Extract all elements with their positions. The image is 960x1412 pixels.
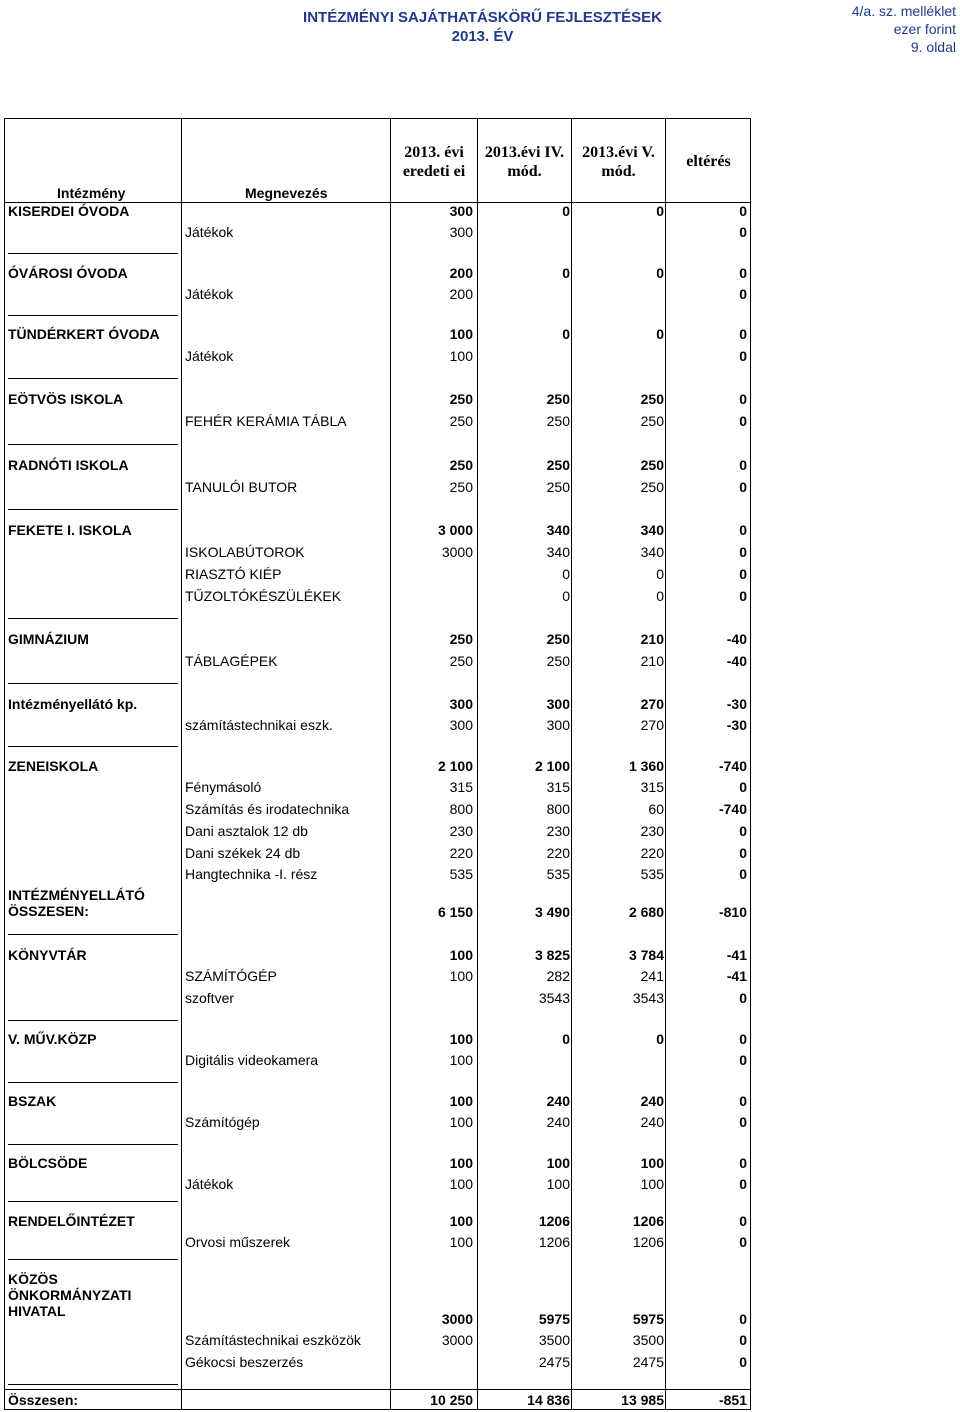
row-value-v2: 800 <box>546 801 570 817</box>
row-value-v1: 315 <box>449 779 473 795</box>
row-value-v4: 0 <box>739 1031 747 1047</box>
row-item-name: Számítástechnikai eszközök <box>185 1332 361 1348</box>
row-value-v3: 100 <box>640 1176 664 1192</box>
row-value-v3: 315 <box>640 779 664 795</box>
row-value-v4: 0 <box>739 845 747 861</box>
row-value-v2: 250 <box>546 457 570 473</box>
row-item-name: FEHÉR KERÁMIA TÁBLA <box>185 413 347 429</box>
row-value-v2: 300 <box>546 717 570 733</box>
row-value-v3: 0 <box>656 265 664 281</box>
grid-line <box>5 1389 750 1390</box>
row-item-name: TANULÓI BUTOR <box>185 479 298 495</box>
row-item-name: Játékok <box>185 286 234 302</box>
row-value-v2: 3500 <box>538 1332 570 1348</box>
row-value-v3: 3500 <box>632 1332 664 1348</box>
row-value-v1: 800 <box>449 801 473 817</box>
row-item-name: TŰZOLTÓKÉSZÜLÉKEK <box>185 588 342 604</box>
row-item-name: Játékok <box>185 1176 234 1192</box>
row-value-v3: 210 <box>640 631 664 647</box>
section-separator <box>8 444 178 445</box>
row-value-v2: 0 <box>562 203 570 219</box>
row-value-v3: 1206 <box>632 1234 664 1250</box>
row-value-v4: 0 <box>739 224 747 240</box>
row-value-v3: 250 <box>640 391 664 407</box>
row-value-v3: 60 <box>648 801 664 817</box>
page-number: 9. oldal <box>910 39 956 55</box>
col-header-institution: Intézmény <box>57 185 126 201</box>
row-value-v3: 270 <box>640 696 664 712</box>
row-value-v3: 0 <box>656 588 664 604</box>
row-value-v1: 300 <box>449 696 473 712</box>
row-institution: Összesen: <box>8 1392 79 1408</box>
row-value-v2: 5975 <box>538 1311 570 1327</box>
section-separator <box>8 509 178 510</box>
row-value-v2: 230 <box>546 823 570 839</box>
row-item-name: Digitális videokamera <box>185 1052 319 1068</box>
row-value-v2: 282 <box>546 968 570 984</box>
row-value-v3: 250 <box>640 457 664 473</box>
row-institution: KISERDEI ÓVODA <box>8 203 130 219</box>
row-value-v1: 200 <box>449 286 473 302</box>
row-value-v2: 14 836 <box>527 1392 570 1408</box>
row-value-v4: 0 <box>739 522 747 538</box>
row-item-name: számítástechnikai eszk. <box>185 717 333 733</box>
row-institution: BÖLCSÖDE <box>8 1155 88 1171</box>
section-separator <box>8 683 178 684</box>
row-value-v3: 13 985 <box>621 1392 664 1408</box>
section-separator <box>8 1201 178 1202</box>
row-value-v1: 3000 <box>441 1332 473 1348</box>
page-meta <box>852 2 956 56</box>
row-value-v1: 100 <box>449 326 473 342</box>
section-separator <box>8 618 178 619</box>
row-value-v1: 230 <box>449 823 473 839</box>
row-value-v3: 250 <box>640 479 664 495</box>
row-value-v3: 2475 <box>632 1354 664 1370</box>
row-value-v3: 210 <box>640 653 664 669</box>
row-institution: GIMNÁZIUM <box>8 631 89 647</box>
row-value-v4: 0 <box>739 866 747 882</box>
row-institution: ÓVÁROSI ÓVODA <box>8 265 128 281</box>
row-value-v4: 0 <box>739 1155 747 1171</box>
section-separator <box>8 934 178 935</box>
page-title <box>300 8 665 46</box>
row-value-v4: 0 <box>739 1176 747 1192</box>
row-value-v2: 100 <box>546 1176 570 1192</box>
row-value-v3: 241 <box>640 968 664 984</box>
row-value-v1: 2 100 <box>437 758 473 774</box>
grid-line <box>477 119 478 1409</box>
section-separator <box>8 1259 178 1260</box>
section-separator <box>8 1144 178 1145</box>
section-separator <box>8 1020 178 1021</box>
row-value-v2: 0 <box>562 265 570 281</box>
row-value-v4: -810 <box>718 904 747 920</box>
row-item-name: Orvosi műszerek <box>185 1234 291 1250</box>
row-value-v2: 3 490 <box>534 904 570 920</box>
row-value-v4: 0 <box>739 479 747 495</box>
row-value-v1: 3000 <box>441 544 473 560</box>
section-separator <box>8 315 178 316</box>
section-separator <box>8 746 178 747</box>
row-value-v3: 340 <box>640 522 664 538</box>
row-value-v4: 0 <box>739 566 747 582</box>
row-institution: EÖTVÖS ISKOLA <box>8 391 124 407</box>
row-value-v3: 1206 <box>632 1213 664 1229</box>
row-value-v4: -40 <box>726 631 747 647</box>
row-value-v2: 0 <box>562 588 570 604</box>
section-separator <box>8 378 178 379</box>
section-separator <box>8 1384 178 1385</box>
row-institution: TÜNDÉRKERT ÓVODA <box>8 326 160 342</box>
row-value-v4: -41 <box>726 968 747 984</box>
row-value-v1: 100 <box>449 1052 473 1068</box>
row-value-v3: 535 <box>640 866 664 882</box>
row-value-v2: 340 <box>546 522 570 538</box>
row-value-v4: -851 <box>718 1392 747 1408</box>
row-value-v4: 0 <box>739 990 747 1006</box>
row-value-v4: 0 <box>739 1114 747 1130</box>
row-value-v1: 3 000 <box>437 522 473 538</box>
row-value-v4: 0 <box>739 588 747 604</box>
row-value-v1: 250 <box>449 413 473 429</box>
row-value-v4: 0 <box>739 391 747 407</box>
row-value-v1: 100 <box>449 348 473 364</box>
row-value-v4: 0 <box>739 1332 747 1348</box>
row-value-v3: 5975 <box>632 1311 664 1327</box>
row-value-v2: 3 825 <box>534 947 570 963</box>
row-value-v3: 270 <box>640 717 664 733</box>
row-value-v1: 100 <box>449 968 473 984</box>
row-value-v4: 0 <box>739 823 747 839</box>
row-item-name: Dani székek 24 db <box>185 845 301 861</box>
row-value-v1: 100 <box>449 1155 473 1171</box>
annex-label: 4/a. sz. melléklet <box>851 3 956 19</box>
row-value-v4: -30 <box>726 717 747 733</box>
row-value-v2: 250 <box>546 631 570 647</box>
row-item-name: SZÁMÍTÓGÉP <box>185 968 277 984</box>
row-value-v4: 0 <box>739 286 747 302</box>
title-line-2: 2013. ÉV <box>451 28 514 45</box>
grid-line <box>181 119 182 1409</box>
row-value-v2: 2475 <box>538 1354 570 1370</box>
row-value-v4: 0 <box>739 1354 747 1370</box>
row-value-v3: 230 <box>640 823 664 839</box>
row-item-name: szoftver <box>185 990 235 1006</box>
row-value-v2: 1206 <box>538 1213 570 1229</box>
row-institution: RENDELŐINTÉZET <box>8 1213 135 1229</box>
row-value-v1: 6 150 <box>437 904 473 920</box>
row-value-v4: 0 <box>739 1093 747 1109</box>
row-value-v3: 240 <box>640 1114 664 1130</box>
row-value-v1: 100 <box>449 1031 473 1047</box>
row-value-v2: 2 100 <box>534 758 570 774</box>
row-value-v4: 0 <box>739 326 747 342</box>
row-institution: Intézményellátó kp. <box>8 696 138 712</box>
row-item-name: Játékok <box>185 348 234 364</box>
row-value-v1: 100 <box>449 1176 473 1192</box>
row-value-v3: 3543 <box>632 990 664 1006</box>
row-value-v4: 0 <box>739 265 747 281</box>
row-value-v3: 2 680 <box>628 904 664 920</box>
row-value-v4: 0 <box>739 1213 747 1229</box>
row-value-v1: 250 <box>449 391 473 407</box>
row-institution: BSZAK <box>8 1093 57 1109</box>
row-item-name: Fénymásoló <box>185 779 262 795</box>
row-value-v3: 250 <box>640 413 664 429</box>
row-value-v2: 250 <box>546 413 570 429</box>
row-value-v3: 340 <box>640 544 664 560</box>
unit-label: ezer forint <box>893 21 956 37</box>
row-value-v4: -30 <box>726 696 747 712</box>
row-value-v1: 250 <box>449 479 473 495</box>
row-value-v4: 0 <box>739 1311 747 1327</box>
title-line-1: INTÉZMÉNYI SAJÁTHATÁSKÖRŰ FEJLESZTÉSEK <box>303 9 662 26</box>
row-value-v1: 100 <box>449 1213 473 1229</box>
row-value-v4: 0 <box>739 203 747 219</box>
row-value-v4: 0 <box>739 457 747 473</box>
row-value-v3: 3 784 <box>628 947 664 963</box>
row-institution: ZENEISKOLA <box>8 758 99 774</box>
row-value-v2: 240 <box>546 1093 570 1109</box>
row-institution: V. MŰV.KÖZP <box>8 1031 97 1047</box>
section-separator <box>8 1082 178 1083</box>
row-value-v3: 220 <box>640 845 664 861</box>
col-header-mod5: 2013.évi V. mód. <box>582 144 655 180</box>
row-value-v2: 250 <box>546 391 570 407</box>
row-item-name: Számítógép <box>185 1114 260 1130</box>
row-value-v1: 10 250 <box>430 1392 473 1408</box>
row-value-v1: 300 <box>449 224 473 240</box>
row-value-v2: 220 <box>546 845 570 861</box>
row-value-v3: 0 <box>656 1031 664 1047</box>
row-value-v2: 1206 <box>538 1234 570 1250</box>
row-item-name: TÁBLAGÉPEK <box>185 653 278 669</box>
row-value-v3: 0 <box>656 203 664 219</box>
row-value-v1: 3000 <box>441 1311 473 1327</box>
row-value-v1: 100 <box>449 1234 473 1250</box>
row-value-v1: 100 <box>449 1114 473 1130</box>
row-value-v2: 0 <box>562 326 570 342</box>
grid-line <box>665 119 666 1409</box>
row-item-name: RIASZTÓ KIÉP <box>185 566 282 582</box>
row-value-v4: 0 <box>739 1234 747 1250</box>
row-item-name: Dani asztalok 12 db <box>185 823 308 839</box>
row-value-v1: 200 <box>449 265 473 281</box>
row-value-v1: 300 <box>449 203 473 219</box>
row-value-v1: 535 <box>449 866 473 882</box>
row-value-v1: 250 <box>449 631 473 647</box>
row-value-v2: 100 <box>546 1155 570 1171</box>
grid-line <box>571 119 572 1409</box>
row-value-v3: 100 <box>640 1155 664 1171</box>
row-value-v1: 100 <box>449 947 473 963</box>
row-value-v3: 1 360 <box>628 758 664 774</box>
row-value-v4: -740 <box>718 758 747 774</box>
row-value-v2: 0 <box>562 566 570 582</box>
row-value-v4: -41 <box>726 947 747 963</box>
section-separator <box>8 253 178 254</box>
row-value-v4: 0 <box>739 544 747 560</box>
col-header-original: 2013. évi eredeti ei <box>402 144 466 180</box>
col-header-difference: eltérés <box>686 153 731 170</box>
row-institution: KÖZÖS ÖNKORMÁNYZATI HIVATAL <box>8 1271 132 1319</box>
row-value-v4: -740 <box>718 801 747 817</box>
row-value-v3: 0 <box>656 326 664 342</box>
row-value-v2: 535 <box>546 866 570 882</box>
row-item-name: Számítás és irodatechnika <box>185 801 350 817</box>
col-header-name: Megnevezés <box>245 185 328 201</box>
row-value-v1: 300 <box>449 717 473 733</box>
development-table <box>4 118 751 1410</box>
row-item-name: Játékok <box>185 224 234 240</box>
row-value-v4: 0 <box>739 413 747 429</box>
row-institution: KÖNYVTÁR <box>8 947 87 963</box>
row-value-v4: 0 <box>739 779 747 795</box>
row-institution: RADNÓTI ISKOLA <box>8 457 129 473</box>
row-value-v2: 250 <box>546 653 570 669</box>
row-value-v2: 0 <box>562 1031 570 1047</box>
row-value-v3: 0 <box>656 566 664 582</box>
row-value-v4: 0 <box>739 1052 747 1068</box>
row-value-v2: 300 <box>546 696 570 712</box>
row-value-v3: 240 <box>640 1093 664 1109</box>
row-value-v4: 0 <box>739 348 747 364</box>
row-value-v4: -40 <box>726 653 747 669</box>
row-value-v1: 250 <box>449 653 473 669</box>
row-item-name: Hangtechnika -I. rész <box>185 866 318 882</box>
row-value-v2: 240 <box>546 1114 570 1130</box>
row-item-name: Gékocsi beszerzés <box>185 1354 304 1370</box>
row-value-v2: 315 <box>546 779 570 795</box>
row-institution: INTÉZMÉNYELLÁTÓ ÖSSZESEN: <box>8 887 145 919</box>
row-item-name: ISKOLABÚTOROK <box>185 544 305 560</box>
row-institution: FEKETE I. ISKOLA <box>8 522 132 538</box>
row-value-v1: 250 <box>449 457 473 473</box>
row-value-v2: 340 <box>546 544 570 560</box>
row-value-v2: 250 <box>546 479 570 495</box>
col-header-mod4: 2013.évi IV. mód. <box>484 144 565 180</box>
row-value-v1: 220 <box>449 845 473 861</box>
grid-line <box>390 119 391 1409</box>
row-value-v1: 100 <box>449 1093 473 1109</box>
row-value-v2: 3543 <box>538 990 570 1006</box>
